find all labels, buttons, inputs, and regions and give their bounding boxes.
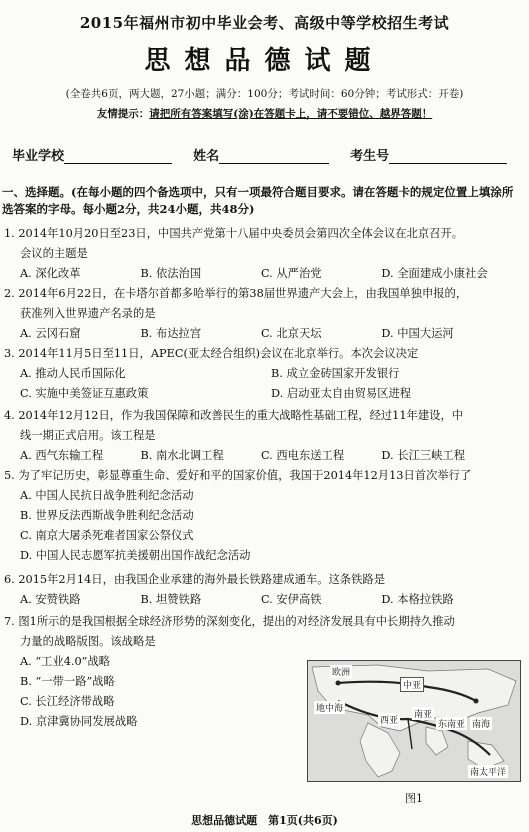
- school-label: 毕业学校: [12, 149, 65, 164]
- page-footer: 思想品德试题 第1页(共6页): [191, 814, 338, 827]
- option-d[interactable]: D. 本格拉铁路: [381, 593, 454, 606]
- map-label: 中亚: [400, 677, 424, 692]
- option-b[interactable]: B. 依法治国: [140, 267, 202, 280]
- option-c[interactable]: C. 从严治党: [260, 267, 322, 280]
- option-a[interactable]: A. “工业4.0”战略: [20, 655, 111, 668]
- map-label: 西亚: [378, 713, 400, 726]
- friendly-tip: [0, 106, 529, 121]
- question-stem: 6. 2015年2月14日，由我国企业承建的海外最长铁路建成通车。这条铁路是: [4, 573, 385, 586]
- option-a[interactable]: A. 中国人民抗日战争胜利纪念活动: [20, 489, 194, 502]
- section-heading: 一、选择题。(在每小题的四个备选项中，只有一项最符合题目要求。请在答题卡的规定位置上填涂所选答案的字母。每小题2分，共24小题，共48分): [2, 185, 514, 216]
- option-d[interactable]: D. 京津冀协同发展战略: [20, 715, 138, 728]
- option-row: [4, 590, 522, 610]
- option-row: [4, 384, 522, 404]
- question-stem: 4. 2014年12月12日，作为我国保障和改善民生的重大战略性基础工程，经过11年建设，中: [4, 409, 464, 422]
- map-label: 南海: [470, 717, 492, 730]
- question-2: [4, 284, 522, 344]
- question-3: [4, 344, 522, 404]
- option-c[interactable]: C. 西电东送工程: [260, 449, 345, 462]
- question-4: [4, 406, 522, 466]
- option-a[interactable]: A. 深化改革: [20, 267, 81, 280]
- map-label: 南太平洋: [468, 765, 508, 778]
- exam-no-label: 考生号: [350, 149, 390, 164]
- student-info-fields: [12, 145, 522, 164]
- option-d[interactable]: D. 中国大运河: [381, 327, 454, 340]
- question-1: [4, 224, 522, 284]
- exam-title: 2015年福州市初中毕业会考、高级中等学校招生考试: [79, 14, 450, 32]
- option-c[interactable]: C. 安伊高铁: [260, 593, 322, 606]
- option-b[interactable]: B. 布达拉宫: [140, 327, 202, 340]
- question-stem: 5. 为了牢记历史，彰显尊重生命、爱好和平的国家价值，我国于2014年12月13日首次举行了: [4, 469, 472, 482]
- option-b[interactable]: B. 成立金砖国家开发银行: [271, 367, 400, 380]
- option-d[interactable]: D. 中国人民志愿军抗美援朝出国作战纪念活动: [20, 549, 251, 562]
- subject-title: 思想品德试题: [144, 46, 385, 76]
- exam-no-blank[interactable]: [389, 149, 507, 164]
- question-stem: 2. 2014年6月22日，在卡塔尔首都多哈举行的第38届世界遗产大会上，由我国单独申报的，: [4, 287, 468, 300]
- school-blank[interactable]: [64, 149, 172, 164]
- option-c[interactable]: C. 长江经济带战略: [20, 695, 115, 708]
- option-a[interactable]: A. 推动人民币国际化: [20, 367, 126, 380]
- tip-label: 友情提示：: [96, 108, 150, 120]
- figure-caption: 图1: [405, 792, 423, 805]
- map-label: 东南亚: [436, 717, 467, 730]
- map-label: 南亚: [412, 707, 434, 720]
- question-stem: 3. 2014年11月5日至11日，APEC(亚太经合组织)会议在北京举行。本次会议决定: [4, 347, 419, 360]
- map-label: 地中海: [314, 701, 345, 714]
- option-c[interactable]: C. 北京天坛: [260, 327, 322, 340]
- option-a[interactable]: A. 安赞铁路: [20, 593, 81, 606]
- option-row: [4, 364, 522, 384]
- question-stem-cont: 力量的战略版图。该战略是: [20, 635, 156, 648]
- tip-text: 请把所有答案填写(涂)在答题卡上，请不要错位、越界答题！: [149, 108, 433, 120]
- option-b[interactable]: B. “一带一路”战略: [20, 675, 115, 688]
- option-d[interactable]: D. 长江三峡工程: [381, 449, 466, 462]
- exam-info: (全卷共6页，两大题，27小题；满分：100分；考试时间：60分钟；考试形式：开卷): [65, 88, 464, 100]
- option-row: [4, 446, 522, 466]
- option-c[interactable]: C. 实施中美签证互惠政策: [20, 387, 149, 400]
- question-stem-cont: 获准列入世界遗产名录的是: [20, 307, 156, 320]
- map-label: 欧洲: [330, 665, 352, 678]
- option-row: [4, 324, 522, 344]
- option-a[interactable]: A. 云冈石窟: [20, 327, 81, 340]
- option-b[interactable]: B. 世界反法西斯战争胜利纪念活动: [20, 509, 194, 522]
- option-b[interactable]: B. 坦赞铁路: [140, 593, 202, 606]
- question-stem: 1. 2014年10月20日至23日，中国共产党第十八届中央委员会第四次全体会议在北京召开。: [4, 227, 464, 240]
- question-stem-cont: 会议的主题是: [20, 247, 88, 260]
- option-d[interactable]: D. 启动亚太自由贸易区进程: [271, 387, 412, 400]
- question-stem: 7. 图1所示的是我国根据全球经济形势的深刻变化，提出的对经济发展具有中长期持久推动: [4, 615, 455, 628]
- question-6: [4, 570, 522, 610]
- question-5: [4, 466, 522, 566]
- option-row: [4, 264, 522, 284]
- option-d[interactable]: D. 全面建成小康社会: [381, 267, 488, 280]
- question-stem-cont: 线一期正式启用。该工程是: [20, 429, 156, 442]
- belt-road-map: [307, 660, 521, 782]
- option-a[interactable]: A. 西气东输工程: [20, 449, 104, 462]
- option-c[interactable]: C. 南京大屠杀死难者国家公祭仪式: [20, 529, 194, 542]
- name-blank[interactable]: [219, 149, 329, 164]
- option-b[interactable]: B. 南水北调工程: [140, 449, 224, 462]
- name-label: 姓名: [193, 149, 220, 164]
